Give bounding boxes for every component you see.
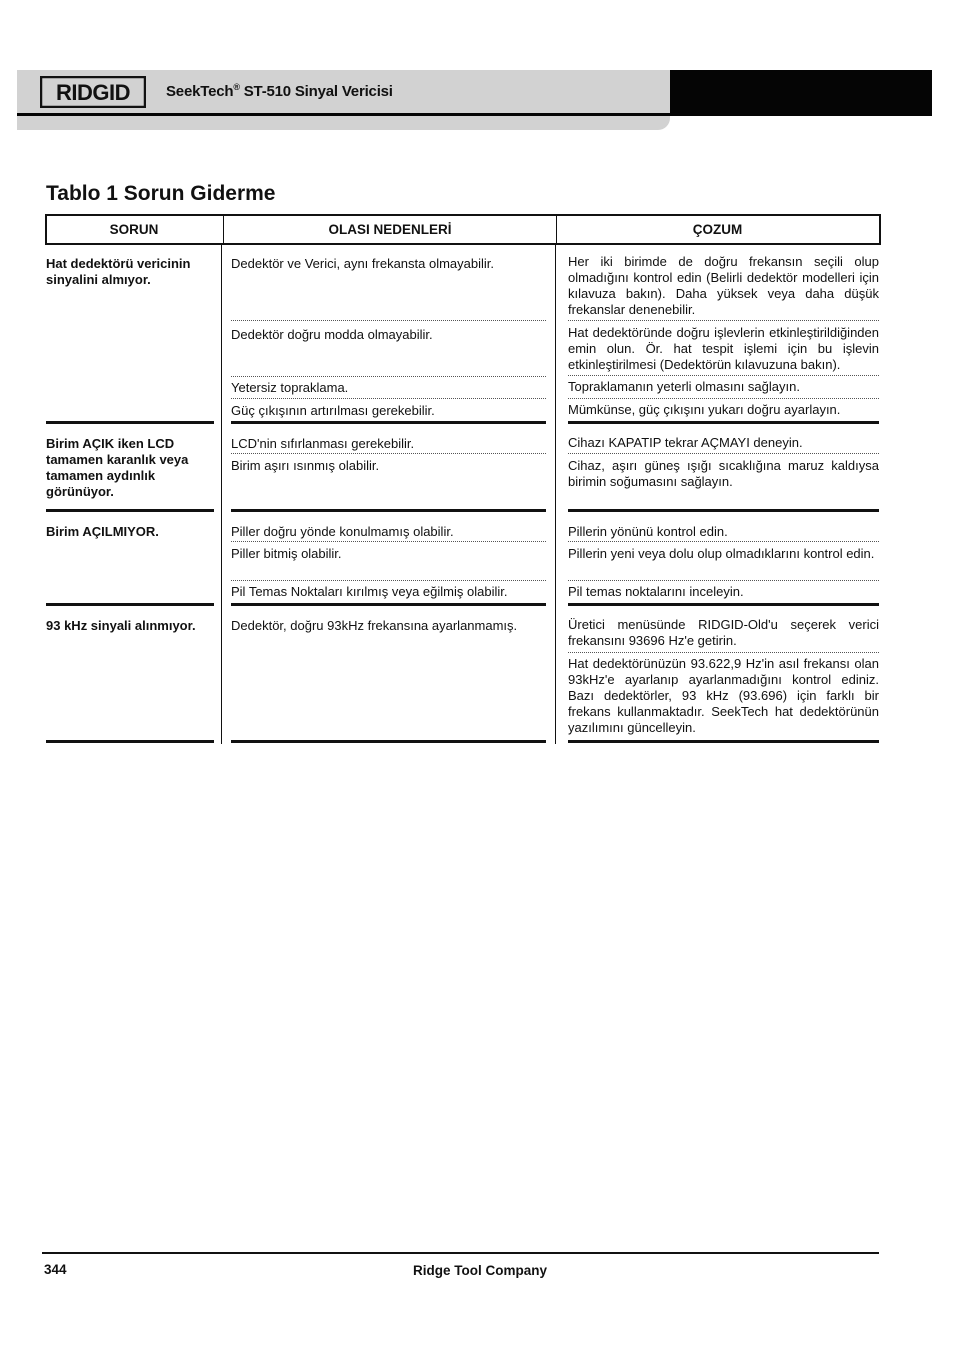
logo-text: RIDGID — [56, 80, 130, 105]
problem-cell: Birim AÇIK iken LCD tamamen karanlık veya tamamen aydınlık görünüyor. — [46, 436, 189, 499]
header-band-tail — [17, 116, 670, 130]
solution-cell: Pillerin yönünü kontrol edin. — [568, 524, 728, 539]
row-separator — [231, 453, 546, 454]
header-black-block — [670, 70, 932, 114]
row-separator — [568, 652, 879, 653]
row-separator — [568, 398, 879, 399]
group-separator — [46, 509, 214, 512]
group-separator — [568, 603, 879, 606]
cause-cell: Güç çıkışının artırılması gerekebilir. — [231, 403, 435, 418]
cause-cell: Birim aşırı ısınmış olabilir. — [231, 458, 380, 473]
cause-cell: Dedektör doğru modda olmayabilir. — [231, 327, 433, 342]
row-separator — [568, 453, 879, 454]
solution-cell: Hat dedektörünüzün 93.622,9 Hz'in asıl frekansı olan 93kHz'e ayarlanıp ayarlanmadığını kontrol ediniz. Bazı dedektörler, 93 kHz (93.696) için farklı bir frekans kullanmaktadır. SeekTech hat dedektörünün yazılımını güncelleyin. — [568, 656, 879, 735]
solution-cell: Pillerin yeni veya dolu olup olmadıklarını kontrol edin. — [568, 546, 875, 561]
group-separator — [568, 509, 879, 512]
solution-cell: Cihazı KAPATIP tekrar AÇMAYI deneyin. — [568, 435, 803, 450]
registered-mark: ® — [233, 82, 240, 92]
row-separator — [568, 320, 879, 321]
footer-company: Ridge Tool Company — [413, 1263, 547, 1278]
solution-cell: Üretici menüsünde RIDGID-Old'u seçerek verici frekansını 93696 Hz'e getirin. — [568, 617, 879, 648]
row-separator — [568, 580, 879, 581]
table-header — [45, 214, 881, 245]
group-separator — [231, 421, 546, 424]
column-divider — [221, 243, 222, 744]
group-separator — [46, 421, 214, 424]
footer-rule — [42, 1252, 879, 1254]
cause-cell: Dedektör ve Verici, aynı frekansta olmayabilir. — [231, 256, 495, 271]
solution-cell: Cihaz, aşırı güneş ışığı sıcaklığına maruz kaldıysa birimin soğumasını sağlayın. — [568, 458, 879, 489]
row-separator — [231, 398, 546, 399]
problem-cell: 93 kHz sinyali alınmıyor. — [46, 618, 196, 633]
group-separator — [231, 603, 546, 606]
table-bottom-rule — [568, 740, 879, 743]
row-separator — [231, 376, 546, 377]
row-separator — [568, 541, 879, 542]
solution-cell: Topraklamanın yeterli olmasını sağlayın. — [568, 379, 800, 394]
cause-cell: Yetersiz topraklama. — [231, 380, 349, 395]
cause-cell: Pil Temas Noktaları kırılmış veya eğilmiş olabilir. — [231, 584, 508, 599]
row-separator — [568, 375, 879, 376]
solution-cell: Hat dedektöründe doğru işlevlerin etkinleştirildiğinden emin olun. Ör. hat tespit işlemi için bu işlevin etkinleştirilmesi (Dedektörün kılavuzuna bakın). — [568, 325, 879, 372]
group-separator — [46, 603, 214, 606]
solution-cell: Mümkünse, güç çıkışını yukarı doğru ayarlayın. — [568, 402, 841, 417]
column-header-problem: SORUN — [109, 222, 159, 237]
row-separator — [231, 541, 546, 542]
solution-cell: Pil temas noktalarını inceleyin. — [568, 584, 744, 599]
column-header-solution: ÇOZUM — [692, 222, 743, 237]
header-rule — [17, 113, 932, 116]
problem-cell: Hat dedektörü vericinin sinyalini almıyor. — [46, 256, 191, 287]
cause-cell: LCD'nin sıfırlanması gerekebilir. — [231, 436, 415, 451]
header-title-product: ST-510 Sinyal Vericisi — [239, 83, 393, 100]
group-separator — [568, 421, 879, 424]
problem-cell: Birim AÇILMIYOR. — [46, 524, 159, 539]
table-bottom-rule — [231, 740, 546, 743]
header-title — [166, 82, 393, 100]
header-title-brand: SeekTech — [166, 83, 234, 100]
cause-cell: Piller bitmiş olabilir. — [231, 546, 342, 561]
page-number: 344 — [44, 1262, 67, 1277]
solution-cell: Her iki birimde de doğru frekansın seçili olup olmadığını kontrol edin (Belirli dedektör modelleri için kılavuza bakın). Daha yüksek veya daha düşük frekanslar denenebilir. — [568, 254, 879, 317]
ridgid-logo — [40, 76, 146, 108]
row-separator — [231, 580, 546, 581]
group-separator — [231, 509, 546, 512]
table-bottom-rule — [46, 740, 214, 743]
cause-cell: Piller doğru yönde konulmamış olabilir. — [231, 524, 454, 539]
document-title: Tablo 1 Sorun Giderme — [46, 182, 276, 205]
row-separator — [231, 320, 546, 321]
column-divider — [555, 243, 556, 744]
column-header-causes: OLASI NEDENLERİ — [223, 216, 557, 243]
cause-cell: Dedektör, doğru 93kHz frekansına ayarlanmamış. — [231, 618, 518, 633]
